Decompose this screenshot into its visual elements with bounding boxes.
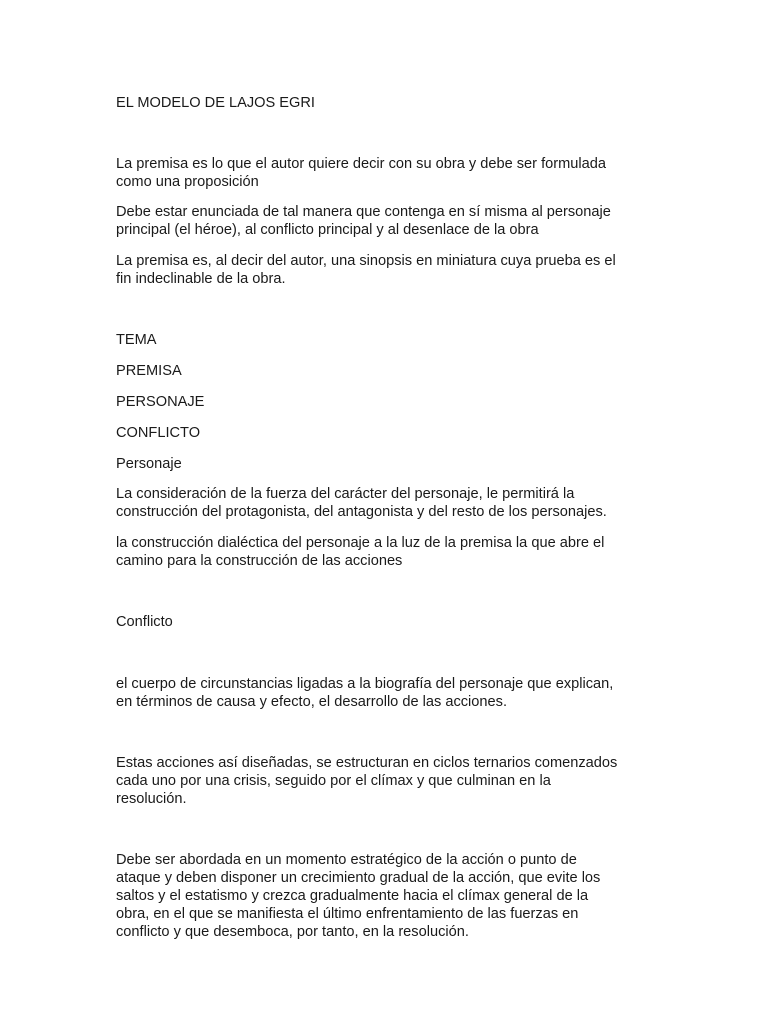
text-line: en términos de causa y efecto, el desarrollo de las acciones. <box>116 694 508 710</box>
text-line: la construcción dialéctica del personaje a la luz de la premisa la que abre el <box>116 535 605 551</box>
document-title: EL MODELO DE LAJOS EGRI <box>116 95 315 111</box>
text-line: Debe estar enunciada de tal manera que contenga en sí misma al personaje <box>116 204 611 220</box>
text-line: como una proposición <box>116 174 259 190</box>
text-line: fin indeclinable de la obra. <box>116 271 286 287</box>
text-line: camino para la construcción de las acciones <box>116 553 403 569</box>
list-item-tema: TEMA <box>116 332 157 348</box>
text-line: cada uno por una crisis, seguido por el clímax y que culminan en la <box>116 773 551 789</box>
text-line: Debe ser abordada en un momento estratégico de la acción o punto de <box>116 852 577 868</box>
text-line: construcción del protagonista, del antagonista y del resto de los personajes. <box>116 504 607 520</box>
text-line: conflicto y que desemboca, por tanto, en la resolución. <box>116 924 469 940</box>
text-line: La premisa es lo que el autor quiere decir con su obra y debe ser formulada <box>116 156 606 172</box>
list-item-conflicto: CONFLICTO <box>116 425 201 441</box>
text-line: resolución. <box>116 791 187 807</box>
text-line: Estas acciones así diseñadas, se estructuran en ciclos ternarios comenzados <box>116 755 618 771</box>
text-line: principal (el héroe), al conflicto principal y al desenlace de la obra <box>116 222 539 238</box>
text-line: obra, en el que se manifiesta el último enfrentamiento de las fuerzas en <box>116 906 579 922</box>
text-line: el cuerpo de circunstancias ligadas a la biografía del personaje que explican, <box>116 676 614 692</box>
list-item-personaje: PERSONAJE <box>116 394 205 410</box>
list-item-premisa: PREMISA <box>116 363 182 379</box>
text-line: La premisa es, al decir del autor, una sinopsis en miniatura cuya prueba es el <box>116 253 616 269</box>
text-line: saltos y el estatismo y crezca gradualmente hacia el clímax general de la <box>116 888 589 904</box>
section-heading-conflicto: Conflicto <box>116 614 173 630</box>
text-line: ataque y deben disponer un crecimiento gradual de la acción, que evite los <box>116 870 601 886</box>
section-heading-personaje: Personaje <box>116 456 182 472</box>
text-line: La consideración de la fuerza del carácter del personaje, le permitirá la <box>116 486 575 502</box>
